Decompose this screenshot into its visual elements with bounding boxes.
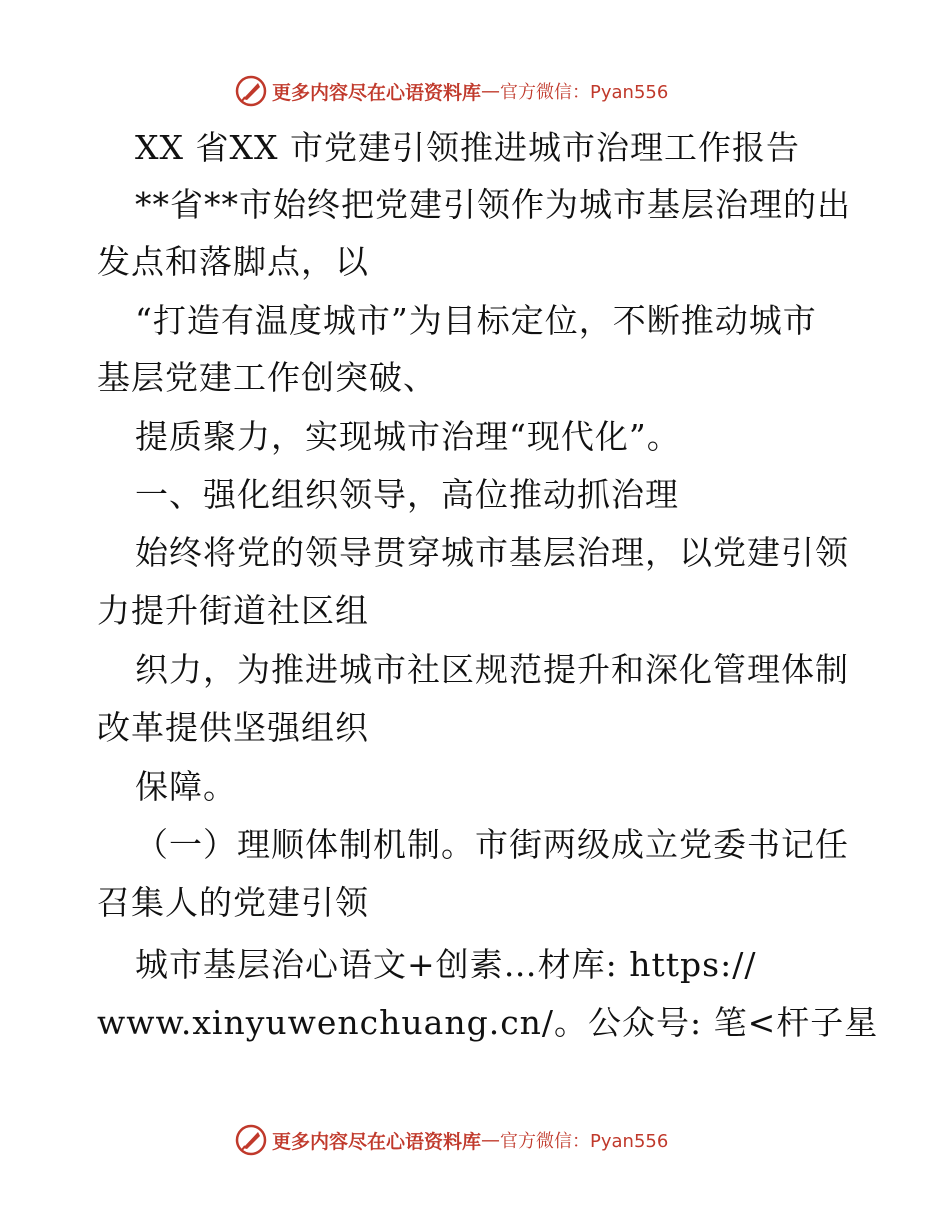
paragraph-line: 改革提供坚强组织 — [97, 708, 369, 747]
paragraph-line: 织力，为推进城市社区规范提升和深化管理体制 — [135, 650, 849, 689]
watermark-separator: — — [481, 80, 501, 102]
paragraph-line: 召集人的党建引领 — [97, 883, 369, 922]
watermark-brand-text: 更多内容尽在心语资料库 — [272, 1130, 482, 1153]
watermark-separator: — — [481, 1129, 501, 1151]
feather-pen-icon — [234, 1123, 268, 1157]
paragraph-line: 城市基层治心语文+创素…材库: https:// — [135, 945, 757, 984]
paragraph-line: 始终将党的领导贯穿城市基层治理，以党建引领 — [135, 533, 849, 572]
paragraph-line: **省**市始终把党建引领作为城市基层治理的出 — [135, 185, 851, 224]
paragraph-line: “打造有温度城市”为目标定位，不断推动城市 — [135, 301, 817, 340]
paragraph-line: 发点和落脚点，以 — [97, 242, 369, 281]
header-watermark-banner — [234, 73, 668, 109]
paragraph-line: 基层党建工作创突破、 — [97, 358, 437, 397]
paragraph-line: 力提升街道社区组 — [97, 591, 369, 630]
paragraph-line: 提质聚力，实现城市治理“现代化”。 — [135, 417, 681, 456]
document-title: XX 省XX 市党建引领推进城市治理工作报告 — [135, 128, 800, 167]
footer-watermark-banner — [234, 1122, 668, 1158]
subsection-line: （一）理顺体制机制。市街两级成立党委书记任 — [135, 825, 849, 864]
section-heading: 一、强化组织领导，高位推动抓治理 — [135, 475, 679, 514]
watermark-wechat-text: 官方微信：Pyan556 — [500, 1131, 669, 1152]
watermark-wechat-text: 官方微信：Pyan556 — [500, 82, 669, 103]
watermark-brand-text: 更多内容尽在心语资料库 — [272, 81, 482, 104]
paragraph-line-url: www.xinyuwenchuang.cn/。公众号: 笔<杆子星 — [97, 1003, 879, 1042]
paragraph-line: 保障。 — [135, 767, 237, 806]
feather-pen-icon — [234, 74, 268, 108]
